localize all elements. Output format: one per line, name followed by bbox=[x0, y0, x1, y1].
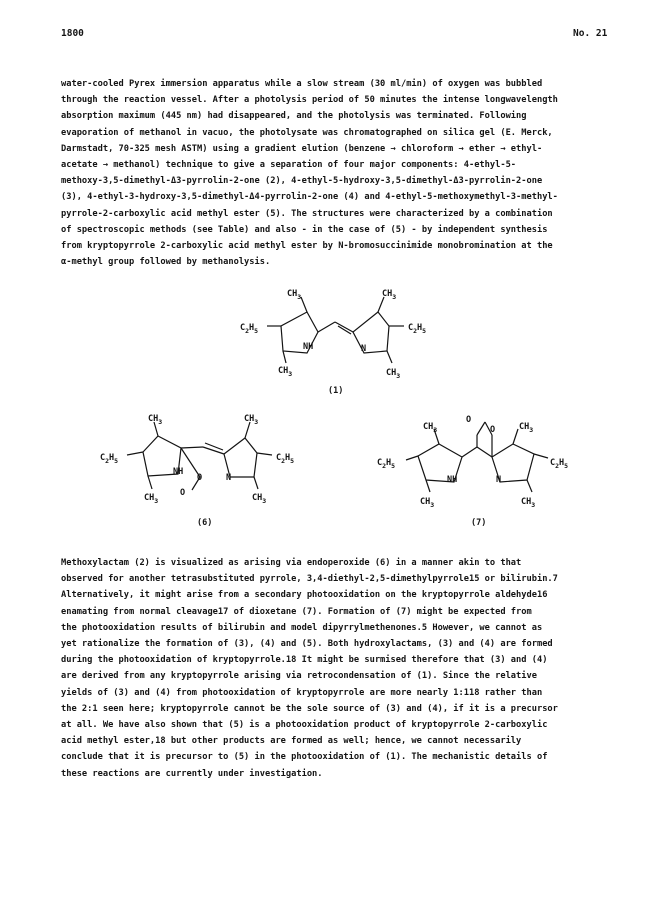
ch3-label: $CH_3$ bbox=[144, 493, 159, 505]
c2h5-label: $C_2H_5$ bbox=[377, 458, 396, 470]
n-label: N bbox=[226, 473, 232, 483]
o-label: O bbox=[466, 415, 472, 425]
c2h5-label: $C_2H_5$ bbox=[408, 323, 427, 335]
ch3-label: $CH_3$ bbox=[244, 414, 259, 426]
ch3-label: $CH_3$ bbox=[252, 493, 267, 505]
nh-label: NH bbox=[173, 467, 184, 477]
ch3-label: $CH_3$ bbox=[423, 422, 438, 434]
journal-issue: No. 21 bbox=[573, 28, 608, 39]
ch3-label: $CH_3$ bbox=[386, 368, 401, 380]
n-label: N bbox=[496, 475, 502, 485]
body-paragraph-2: Methoxylactam (2) is visualized as arising via endoperoxide (6) in a manner akin to that observed for another tetrasubstituted pyrrole, 3,4-diethyl-2,5-dimethylpyrrole15 or bilirubin.7 Alternatively, it might arise from a secondary photooxidation on the kryptopyrrole aldehyde16 enamating from normal cleavage17 of dioxetane (7). Formation of (7) might be expected from the photooxidation results of bilirubin and model dipyrrylmethenones.5 However, we cannot as yet rationalize the formation of (3), (4) and (5). Both hydroxylactams, (3) and (4) are formed during the photooxidation of kryptopyrrole.18 It might be surmised therefore that (3) and (4) are derived from any kryptopyrrole arising via retrocondensation of (1). Since the relative yields of (3) and (4) from photooxidation of kryptopyrrole are more nearly 1:118 rather than the 2:1 seen here; kryptopyrrole cannot be the sole source of (3) and (4), if it is a precursor at all. We have also shown that (5) is a photooxidation product of kryptopyrrole 2-carboxylic acid methyl ester,18 but other products are formed as well; hence, we cannot necessarily conclude that it is precursor to (5) in the photooxidation of (1). The mechanistic details of these reactions are currently under investigation. bbox=[61, 558, 558, 779]
ch3-label: $CH_3$ bbox=[287, 289, 302, 301]
ch3-label: $CH_3$ bbox=[521, 497, 536, 509]
ch3-label: $CH_3$ bbox=[148, 414, 163, 426]
structure-1-diagram bbox=[0, 285, 672, 395]
c2h5-label: $C_2H_5$ bbox=[240, 323, 259, 335]
nh-label: NH bbox=[303, 342, 314, 352]
ch3-label: $CH_3$ bbox=[278, 366, 293, 378]
c2h5-label: $C_2H_5$ bbox=[276, 453, 295, 465]
ch3-label: $CH_3$ bbox=[420, 497, 435, 509]
structure-1-label: (1) bbox=[328, 386, 344, 395]
c2h5-label: $C_2H_5$ bbox=[100, 453, 119, 465]
structure-7-label: (7) bbox=[471, 518, 487, 528]
structure-6-label: (6) bbox=[197, 518, 213, 528]
c2h5-label: $C_2H_5$ bbox=[550, 458, 569, 470]
ch3-label: $CH_3$ bbox=[382, 289, 397, 301]
o-label: O bbox=[197, 473, 203, 483]
n-label: N bbox=[361, 344, 367, 354]
o-label: O bbox=[180, 488, 186, 498]
ch3-label: $CH_3$ bbox=[519, 422, 534, 434]
structure-7-diagram bbox=[0, 410, 672, 530]
nh-label: NH bbox=[447, 475, 458, 485]
page-number: 1800 bbox=[61, 28, 84, 39]
o-label: O bbox=[490, 425, 496, 435]
body-paragraph-1: water-cooled Pyrex immersion apparatus while a slow stream (30 ml/min) of oxygen was bubbled through the reaction vessel. After a photolysis period of 50 minutes the intense longwavelength absorption maximum (445 nm) had disappeared, and the photolysis was terminated. Following evaporation of methanol in vacuo, the photolysate was chromatographed on silica gel (E. Merck, Darmstadt, 70-325 mesh ASTM) using a gradient elution (benzene → chloroform → ether → ethyl- acetate → methanol) technique to give a separation of four major components: 4-ethyl-5- methoxy-3,5-dimethyl-Δ3-pyrrolin-2-one (2), 4-ethyl-5-hydroxy-3,5-dimethyl-Δ3-pyrrolin-2-one (3), 4-ethyl-3-hydroxy-3,5-dimethyl-Δ4-pyrrolin-2-one (4) and 4-ethyl-5-methoxymethyl-3-methyl- pyrrole-2-carboxylic acid methyl ester (5). The structures were characterized by a combination of spectroscopic methods (see Table) and also - in the case of (5) - by independent synthesis from kryptopyrrole 2-carboxylic acid methyl ester by N-bromosuccinimide monobromination at the α-methyl group followed by methanolysis. bbox=[61, 79, 558, 268]
